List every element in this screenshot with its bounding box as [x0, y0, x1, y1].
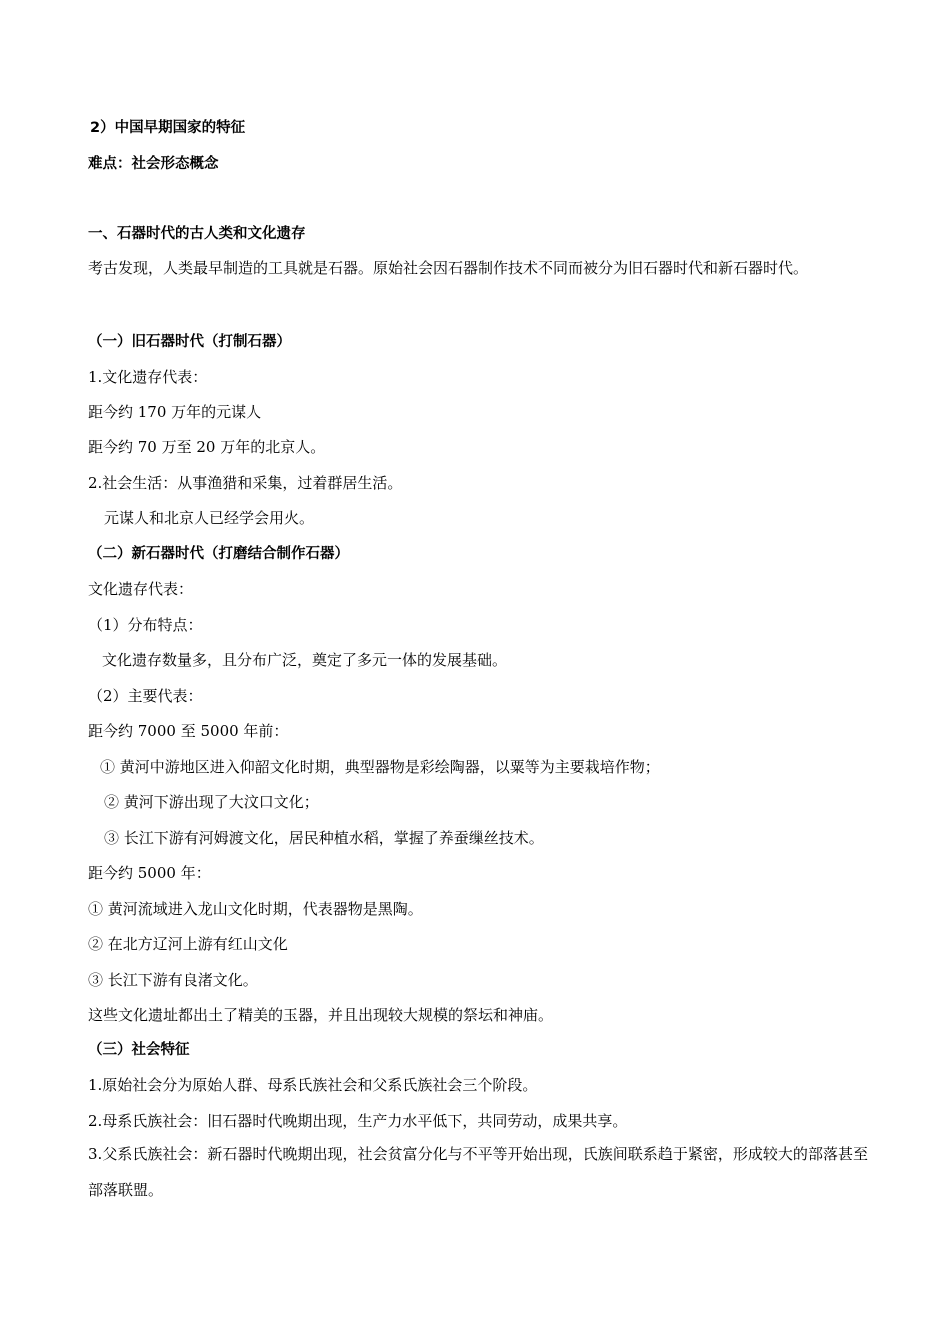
difficulty-heading: 难点：社会形态概念 [88, 156, 219, 172]
hemudu-culture: ③ 长江下游有河姆渡文化，居民种植水稻，掌握了养蚕缫丝技术。 [104, 829, 544, 847]
section-heading-stone-age: 一、石器时代的古人类和文化遗存 [88, 226, 306, 242]
social-stages: 1.原始社会分为原始人群、母系氏族社会和父系氏族社会三个阶段。 [88, 1076, 538, 1094]
matrilineal-society: 2.母系氏族社会：旧石器时代晚期出现，生产力水平低下，共同劳动，成果共享。 [88, 1112, 628, 1130]
key-point-heading: 2）中国早期国家的特征 [90, 120, 246, 136]
period-5000: 距今约 5000 年： [88, 864, 211, 882]
liangzhu-culture: ③ 长江下游有良渚文化。 [88, 971, 258, 989]
dawenkou-culture: ② 黄河下游出现了大汶口文化； [104, 793, 319, 811]
subsection-paleolithic: （一）旧石器时代（打制石器） [88, 334, 291, 350]
yangshao-culture: ① 黄河中游地区进入仰韶文化时期，典型器物是彩绘陶器，以粟等为主要栽培作物； [100, 758, 660, 776]
longshan-culture: ① 黄河流域进入龙山文化时期，代表器物是黑陶。 [88, 900, 423, 918]
main-representatives-heading: （2）主要代表： [88, 687, 203, 705]
intro-paragraph: 考古发现，人类最早制造的工具就是石器。原始社会因石器制作技术不同而被分为旧石器时代和新石器时代。 [88, 259, 809, 277]
hongshan-culture: ② 在北方辽河上游有红山文化 [88, 935, 288, 953]
distribution-heading: （1）分布特点： [88, 616, 203, 634]
paleolithic-item-1: 1.文化遗存代表： [88, 368, 208, 386]
yuanmou-man: 距今约 170 万年的元谋人 [88, 403, 262, 421]
distribution-text: 文化遗存数量多，且分布广泛，奠定了多元一体的发展基础。 [102, 651, 508, 669]
jade-and-altars: 这些文化遗址都出土了精美的玉器，并且出现较大规模的祭坛和神庙。 [88, 1006, 554, 1024]
paleolithic-social-life: 2.社会生活：从事渔猎和采集，过着群居生活。 [88, 474, 403, 492]
peking-man: 距今约 70 万至 20 万年的北京人。 [88, 438, 326, 456]
subsection-social-features: （三）社会特征 [88, 1042, 190, 1058]
patrilineal-society: 3.父系氏族社会：新石器时代晚期出现，社会贫富分化与不平等开始出现，氏族间联系趋于紧密，形成较大的部落甚至部落联盟。 [88, 1145, 868, 1199]
use-of-fire: 元谋人和北京人已经学会用火。 [104, 509, 315, 527]
period-7000-5000: 距今约 7000 至 5000 年前： [88, 722, 289, 740]
neolithic-cultural-remains: 文化遗存代表： [88, 580, 194, 598]
subsection-neolithic: （二）新石器时代（打磨结合制作石器） [88, 546, 349, 562]
